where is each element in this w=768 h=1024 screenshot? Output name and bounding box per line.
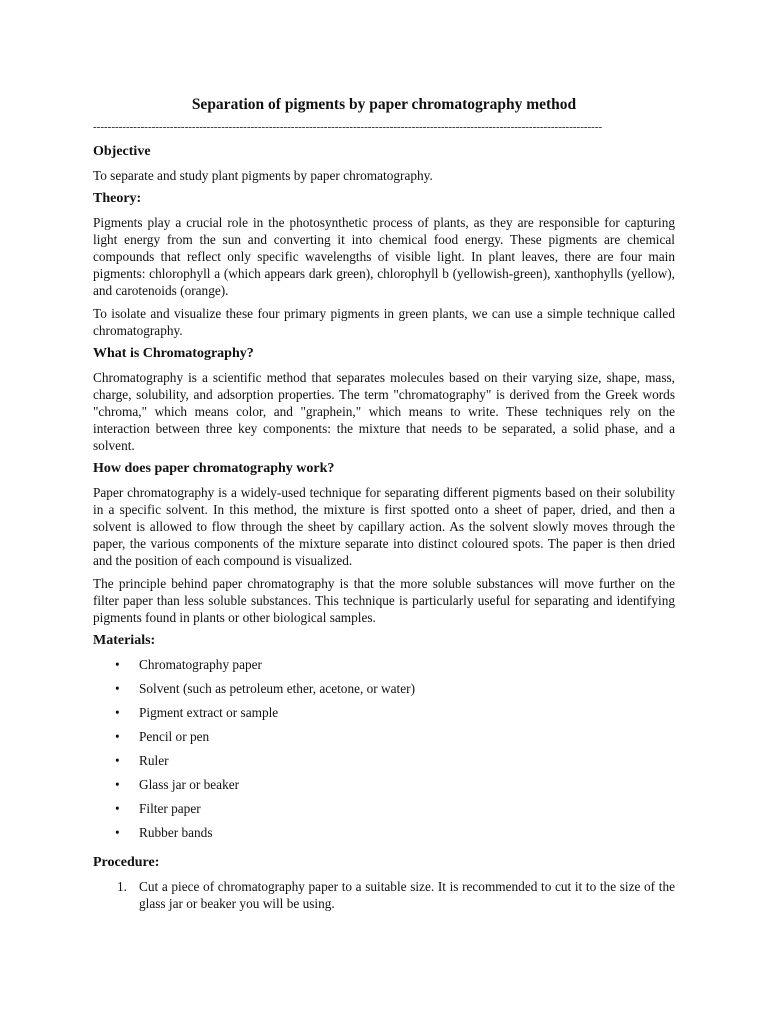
title-divider: ------------------------------------------------------------------------------------------------------------------------------------------- — [93, 121, 603, 133]
step-number: 1. — [117, 879, 127, 894]
list-item: • Pigment extract or sample — [115, 705, 279, 720]
bullet-icon: • — [115, 681, 120, 696]
list-item: • Glass jar or beaker — [115, 777, 240, 792]
how-works-heading: How does paper chromatography work? — [93, 461, 335, 476]
bullet-icon: • — [115, 729, 120, 744]
theory-paragraph-1: Pigments play a crucial role in the photosynthetic process of plants, as they are responsible for capturing light energy from the sun and converting it into chemical food energy. These pigments are chemical compounds that reflect only specific wavelengths of visible light. In plant leaves, there are four main pigments: chlorophyll a (which appears dark green), chlorophyll b (yellowish-green), xanthophylls (yellow), and carotenoids (orange). — [93, 215, 675, 298]
document-title: Separation of pigments by paper chromatography method — [191, 96, 577, 113]
list-item: • Solvent (such as petroleum ether, acetone, or water) — [115, 681, 416, 696]
what-is-paragraph: Chromatography is a scientific method that separates molecules based on their varying size, shape, mass, charge, solubility, and adsorption properties. The term "chromatography" is derived from the Greek words "chroma," which means color, and "graphein," which means to write. These techniques rely on the interaction between three key components: the mixture that needs to be separated, a solid phase, and a solvent. — [93, 370, 675, 453]
bullet-icon: • — [115, 801, 120, 816]
list-item: • Ruler — [115, 753, 169, 768]
list-item: • Chromatography paper — [115, 657, 262, 672]
bullet-icon: • — [115, 657, 120, 672]
how-works-paragraph-2: The principle behind paper chromatography is that the more soluble substances will move further on the filter paper than less soluble substances. This technique is particularly useful for separating and identifying pigments found in plants or other biological samples. — [93, 576, 675, 625]
list-item: • Filter paper — [115, 801, 201, 816]
list-item: • Rubber bands — [115, 825, 213, 840]
bullet-icon: • — [115, 705, 120, 720]
bullet-icon: • — [115, 825, 120, 840]
what-is-heading: What is Chromatography? — [93, 346, 254, 361]
theory-heading: Theory: — [93, 191, 142, 206]
step-text: Cut a piece of chromatography paper to a suitable size. It is recommended to cut it to the size of the glass jar or beaker you will be using. — [139, 879, 675, 911]
objective-text: To separate and study plant pigments by paper chromatography. — [93, 168, 433, 183]
how-works-paragraph-1: Paper chromatography is a widely-used technique for separating different pigments based on their solubility in a specific solvent. In this method, the mixture is first spotted onto a sheet of paper, dried, and then a solvent is allowed to flow through the sheet by capillary action. As the solvent slowly moves through the paper, the various components of the mixture separate into distinct coloured spots. The paper is then dried and the position of each compound is visualized. — [93, 485, 675, 568]
list-item: • Pencil or pen — [115, 729, 210, 744]
bullet-icon: • — [115, 753, 120, 768]
procedure-step — [93, 878, 675, 912]
materials-list — [93, 656, 675, 848]
materials-heading: Materials: — [93, 633, 156, 648]
theory-paragraph-2: To isolate and visualize these four primary pigments in green plants, we can use a simple technique called chromatography. — [93, 306, 675, 338]
procedure-list — [93, 878, 675, 912]
objective-heading: Objective — [93, 144, 151, 159]
procedure-heading: Procedure: — [93, 855, 160, 870]
bullet-icon: • — [115, 777, 120, 792]
